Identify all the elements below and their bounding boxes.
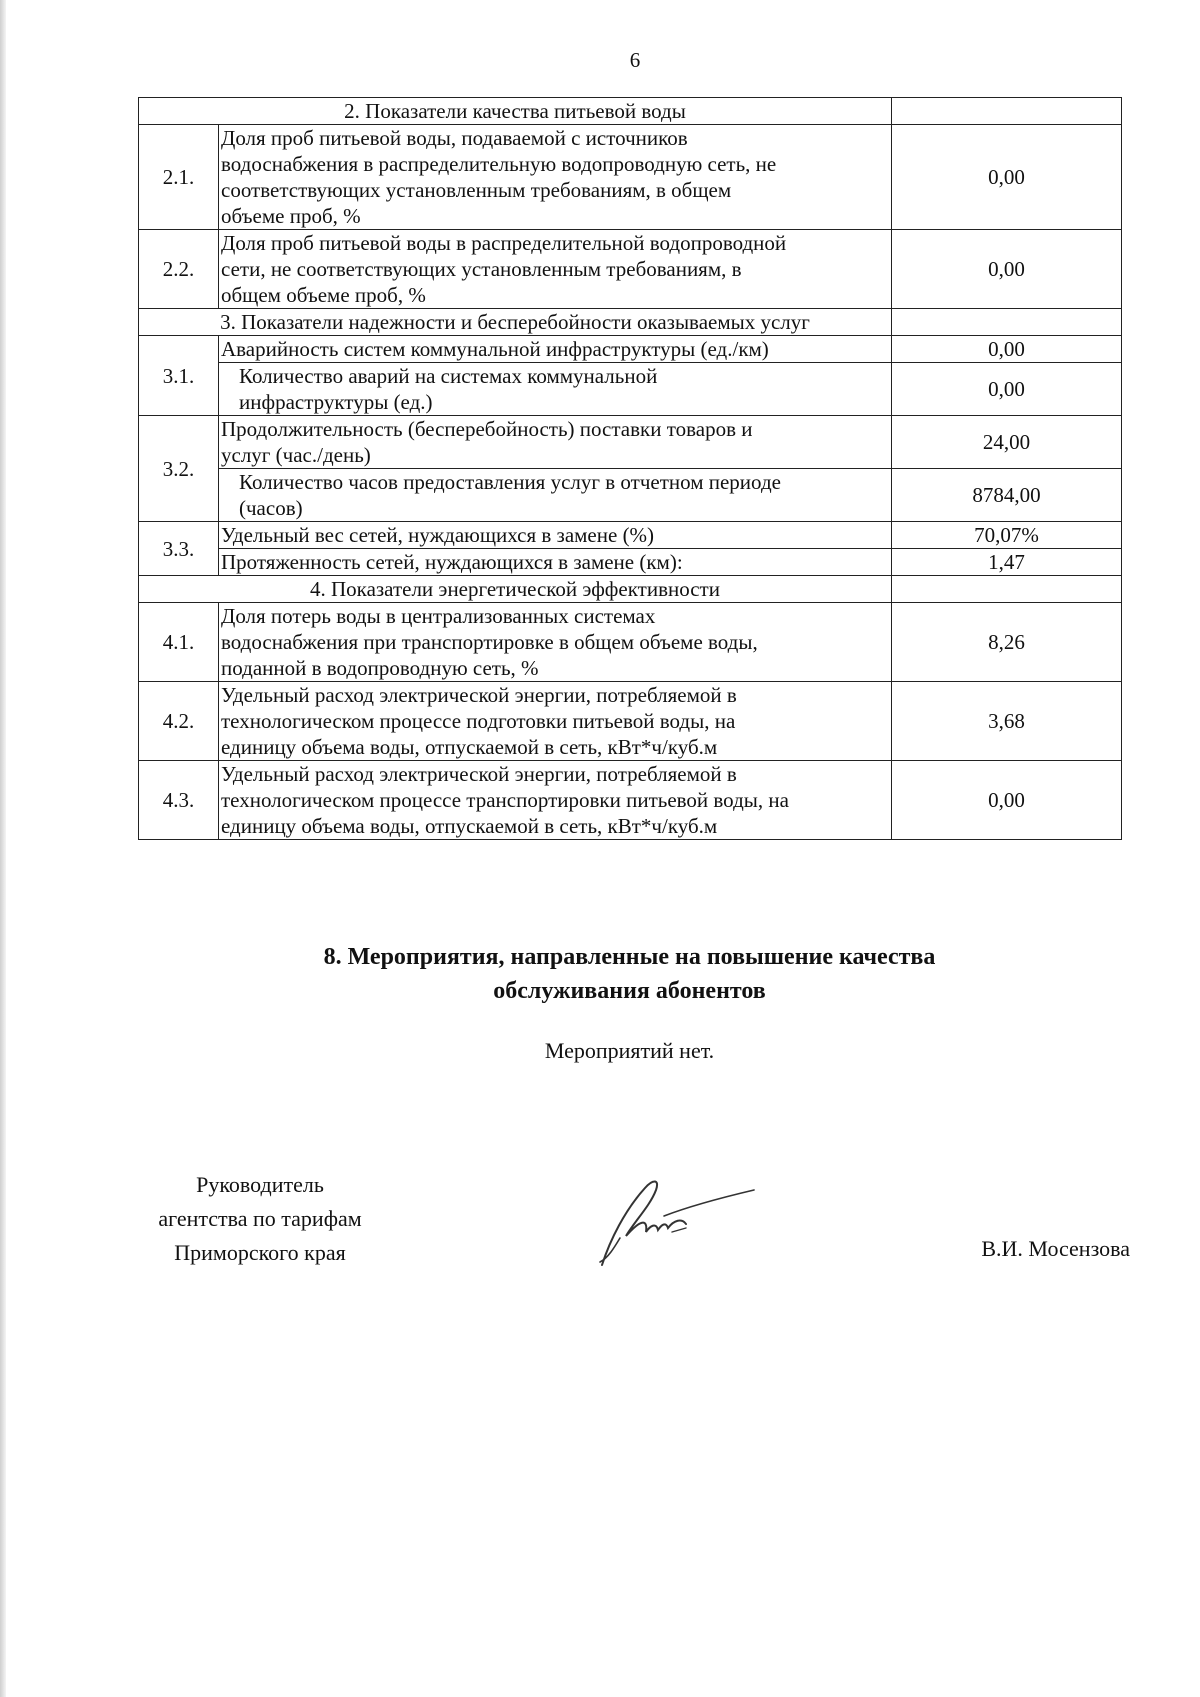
indicator-value: 24,00: [892, 416, 1122, 469]
indicator-name-line: Доля проб питьевой воды, подаваемой с источников: [221, 126, 688, 150]
section-title: 4. Показатели энергетической эффективности: [139, 576, 892, 603]
indicator-name-line: водоснабжения в распределительную водопроводную сеть, не: [221, 152, 777, 176]
indicator-name: [219, 603, 892, 682]
indicator-value: [892, 576, 1122, 603]
indicator-number: 3.1.: [139, 336, 219, 416]
table-row: [139, 416, 1122, 469]
indicator-value: 0,00: [892, 125, 1122, 230]
indicator-number: 4.2.: [139, 682, 219, 761]
section-8-heading: [138, 940, 1121, 1008]
page-number: 6: [629, 48, 641, 72]
indicator-value: 0,00: [892, 363, 1122, 416]
indicator-value: [892, 309, 1122, 336]
indicator-name: [219, 363, 892, 416]
indicators-table-body: [139, 98, 1122, 840]
indicator-name-line: Протяженность сетей, нуждающихся в замене (км):: [221, 550, 683, 574]
table-row: [139, 336, 1122, 363]
section-row: [139, 576, 1122, 603]
indicator-value: [892, 98, 1122, 125]
indicator-name-line: Количество часов предоставления услуг в отчетном периоде: [239, 470, 781, 494]
indicator-value: 0,00: [892, 230, 1122, 309]
indicator-name: [219, 522, 892, 549]
scan-left-edge: [0, 0, 6, 1697]
section-row: [139, 98, 1122, 125]
section-8-text: Мероприятий нет.: [544, 1038, 715, 1063]
table-row: [139, 522, 1122, 549]
table-row: [139, 230, 1122, 309]
indicator-name-line: единицу объема воды, отпускаемой в сеть, кВт*ч/куб.м: [221, 814, 718, 838]
signer-position-line2: агентства по тарифам: [158, 1206, 362, 1231]
indicator-name: [219, 761, 892, 840]
section-title: 3. Показатели надежности и бесперебойности оказываемых услуг: [139, 309, 892, 336]
indicator-name-line: Удельный расход электрической энергии, потребляемой в: [221, 683, 737, 707]
indicator-name-line: водоснабжения при транспортировке в общем объеме воды,: [221, 630, 758, 654]
indicators-table: [138, 97, 1122, 840]
indicator-value: 0,00: [892, 336, 1122, 363]
indicator-number: 3.2.: [139, 416, 219, 522]
table-subrow: [139, 363, 1122, 416]
indicator-value: 70,07%: [892, 522, 1122, 549]
indicator-name-line: Аварийность систем коммунальной инфраструктуры (ед./км): [221, 337, 769, 361]
indicator-name-line: общем объеме проб, %: [221, 283, 426, 307]
indicator-name: [219, 230, 892, 309]
indicator-name-line: услуг (час./день): [221, 443, 371, 467]
indicator-name-line: Удельный расход электрической энергии, потребляемой в: [221, 762, 737, 786]
section-row: [139, 309, 1122, 336]
indicator-name-line: инфраструктуры (ед.): [239, 390, 433, 414]
signer-position-line3: Приморского края: [174, 1240, 346, 1265]
signer-name: В.И. Мосензова: [981, 1236, 1130, 1261]
table-subrow: [139, 469, 1122, 522]
indicator-value: 8784,00: [892, 469, 1122, 522]
signer-position-line1: Руководитель: [196, 1172, 324, 1197]
signer-position: [130, 1168, 390, 1270]
section-8-heading-line2: обслуживания абонентов: [493, 978, 766, 1004]
indicator-name-line: Доля проб питьевой воды в распределительной водопроводной: [221, 231, 787, 255]
indicator-value: 8,26: [892, 603, 1122, 682]
indicator-value: 3,68: [892, 682, 1122, 761]
indicator-name-line: технологическом процессе подготовки питьевой воды, на: [221, 709, 736, 733]
indicator-name-line: соответствующих установленным требованиям, в общем: [221, 178, 732, 202]
table-row: [139, 125, 1122, 230]
table-subrow: [139, 549, 1122, 576]
table-row: [139, 603, 1122, 682]
section-title: 2. Показатели качества питьевой воды: [139, 98, 892, 125]
indicator-name: [219, 416, 892, 469]
indicator-name-line: поданной в водопроводную сеть, %: [221, 656, 539, 680]
indicator-name-line: объеме проб, %: [221, 204, 361, 228]
handwritten-signature: [590, 1170, 760, 1270]
indicator-number: 2.2.: [139, 230, 219, 309]
section-8-heading-line1: 8. Мероприятия, направленные на повышение качества: [323, 944, 936, 970]
indicator-name: [219, 682, 892, 761]
indicator-name: [219, 469, 892, 522]
indicator-number: 4.1.: [139, 603, 219, 682]
indicator-name: [219, 549, 892, 576]
indicator-name-line: Удельный вес сетей, нуждающихся в замене (%): [221, 523, 655, 547]
indicator-number: 3.3.: [139, 522, 219, 576]
indicator-name-line: технологическом процессе транспортировки питьевой воды, на: [221, 788, 789, 812]
indicator-name-line: единицу объема воды, отпускаемой в сеть, кВт*ч/куб.м: [221, 735, 718, 759]
indicator-name: [219, 336, 892, 363]
table-row: [139, 761, 1122, 840]
indicator-name-line: Доля потерь воды в централизованных системах: [221, 604, 656, 628]
indicator-value: 1,47: [892, 549, 1122, 576]
indicator-value: 0,00: [892, 761, 1122, 840]
indicator-name-line: (часов): [239, 496, 303, 520]
indicator-number: 4.3.: [139, 761, 219, 840]
indicator-number: 2.1.: [139, 125, 219, 230]
table-row: [139, 682, 1122, 761]
indicator-name-line: сети, не соответствующих установленным требованиям, в: [221, 257, 742, 281]
indicator-name-line: Продолжительность (бесперебойность) поставки товаров и: [221, 417, 753, 441]
indicator-name: [219, 125, 892, 230]
indicator-name-line: Количество аварий на системах коммунальной: [239, 364, 658, 388]
